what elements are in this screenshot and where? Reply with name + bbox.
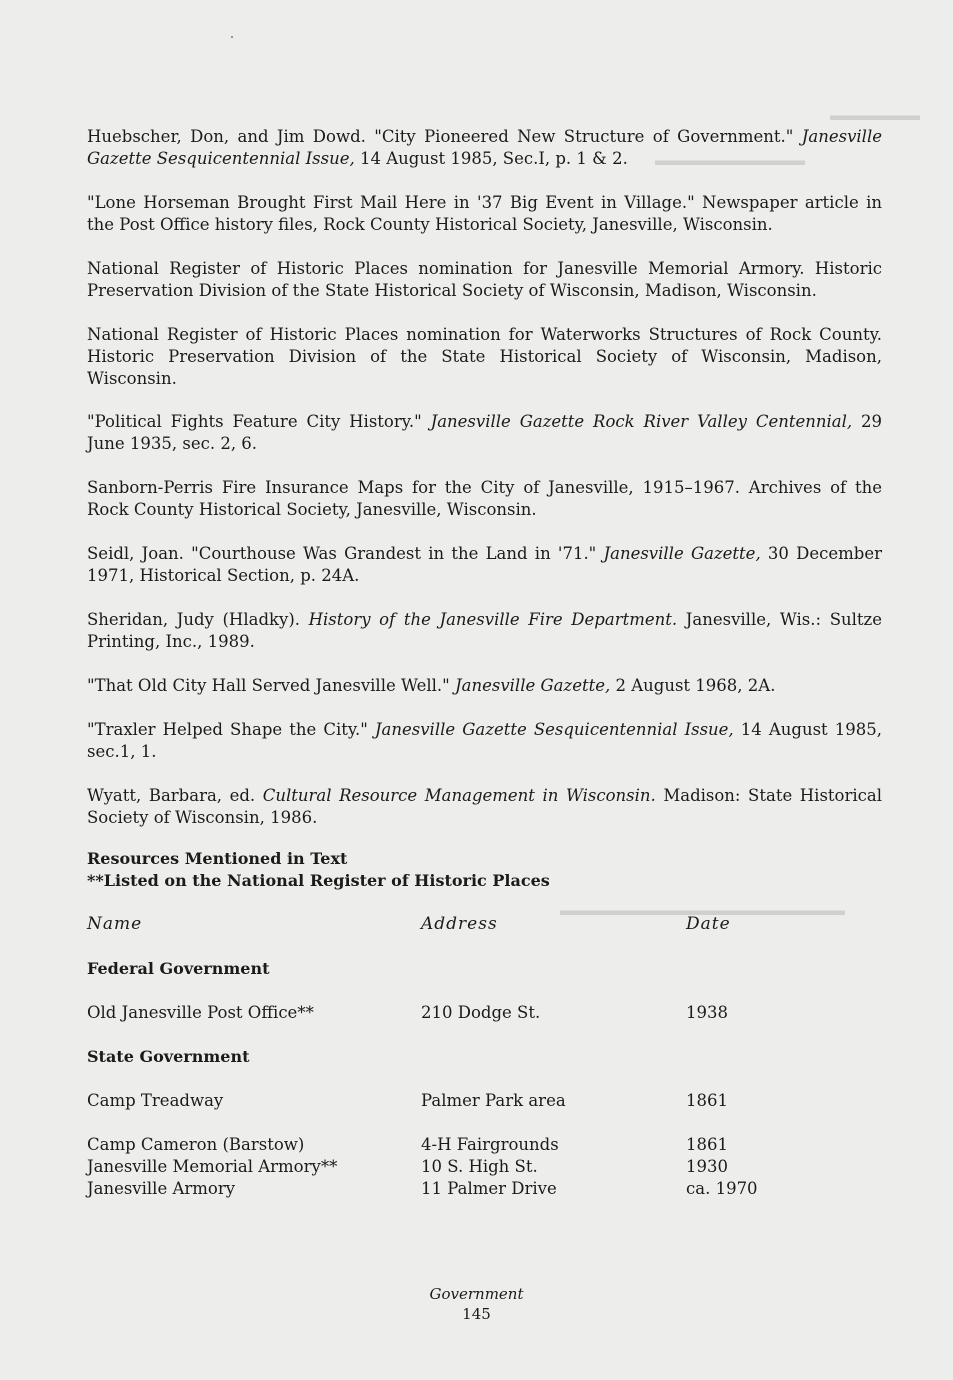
reference-text: 14 August 1985, Sec.I, p. 1 & 2. <box>354 149 628 168</box>
resource-address: 210 Dodge St. <box>421 1003 541 1022</box>
reference-text: 29 June 1935, sec. 2, 6. <box>87 412 882 453</box>
reference-text: Sheridan, Judy (Hladky). <box>87 610 309 629</box>
reference-entry <box>87 609 882 653</box>
footer-section: Government <box>429 1285 524 1303</box>
reference-entry <box>87 411 882 455</box>
reference-title: Janesville Gazette Sesquicentennial Issue, <box>374 720 734 739</box>
reference-entry <box>87 543 882 587</box>
resource-name: Janesville Armory <box>87 1179 236 1198</box>
resource-name: Camp Cameron (Barstow) <box>87 1135 305 1154</box>
reference-text: Wyatt, Barbara, ed. <box>87 786 263 805</box>
column-header-address: Address <box>421 914 498 934</box>
reference-title: Janesville Gazette Rock River Valley Centennial, <box>430 412 853 431</box>
resource-date: ca. 1970 <box>686 1179 758 1198</box>
reference-entry <box>87 324 882 390</box>
reference-title: History of the Janesville Fire Department. <box>308 610 678 629</box>
reference-title: Janesville Gazette Sesquicentennial Issue, <box>87 127 882 168</box>
reference-title: Janesville Gazette, <box>455 676 611 695</box>
resource-name: Camp Treadway <box>87 1091 224 1110</box>
reference-text: 30 December 1971, Historical Section, p. 24A. <box>87 544 882 585</box>
bleed-through-texture: ▬▬▬▬▬▬ <box>830 108 920 124</box>
page-number: 145 <box>462 1305 491 1323</box>
reference-entry <box>87 192 882 236</box>
reference-text: Huebscher, Don, and Jim Dowd. "City Pioneered New Structure of Government." <box>87 127 802 146</box>
resource-name: Old Janesville Post Office** <box>87 1003 314 1022</box>
resource-name: Janesville Memorial Armory** <box>87 1157 338 1176</box>
federal-government-heading: Federal Government <box>87 959 270 978</box>
column-header-name: Name <box>87 914 143 934</box>
reference-text: 2 August 1968, 2A. <box>610 676 776 695</box>
resource-address: 10 S. High St. <box>421 1157 538 1176</box>
reference-text: "That Old City Hall Served Janesville Well." <box>87 676 456 695</box>
reference-text: National Register of Historic Places nomination for Janesville Memorial Armory. Historic Preservation Division of the State Historical Society of Wisconsin, Madison, Wisconsin. <box>87 259 882 300</box>
resources-heading: Resources Mentioned in Text <box>87 849 348 868</box>
reference-title: Janesville Gazette, <box>603 544 761 563</box>
reference-entry <box>87 719 882 763</box>
reference-entry <box>87 126 882 170</box>
resource-date: 1861 <box>686 1135 728 1154</box>
reference-text: Madison: State Historical Society of Wisconsin, 1986. <box>87 786 882 827</box>
speck-mark <box>231 36 233 38</box>
resource-address: Palmer Park area <box>421 1091 566 1110</box>
bleed-through-texture: ▬▬▬▬▬▬▬▬▬▬ <box>655 153 805 169</box>
resource-date: 1930 <box>686 1157 728 1176</box>
reference-entry <box>87 675 882 697</box>
reference-text: National Register of Historic Places nomination for Waterworks Structures of Rock County. Historic Preservation Division of the State Historical Society of Wisconsin, Madison, Wisconsin. <box>87 325 882 388</box>
resource-date: 1938 <box>686 1003 728 1022</box>
reference-entry <box>87 258 882 302</box>
reference-text: 14 August 1985, sec.1, 1. <box>87 720 882 761</box>
reference-text: "Lone Horseman Brought First Mail Here in '37 Big Event in Village." Newspaper article in the Post Office history files, Rock County Historical Society, Janesville, Wisconsin. <box>87 193 882 234</box>
register-note-heading: **Listed on the National Register of Historic Places <box>87 871 550 890</box>
resource-date: 1861 <box>686 1091 728 1110</box>
column-header-date: Date <box>686 914 731 934</box>
bleed-through-texture: ▬▬▬▬▬▬▬▬▬▬▬▬▬▬▬▬▬▬▬ <box>560 903 845 919</box>
reference-text: Sanborn-Perris Fire Insurance Maps for the City of Janesville, 1915–1967. Archives of the Rock County Historical Society, Janesville, Wisconsin. <box>87 478 882 519</box>
reference-text: Seidl, Joan. "Courthouse Was Grandest in the Land in '71." <box>87 544 604 563</box>
reference-entry <box>87 477 882 521</box>
reference-entry <box>87 785 882 829</box>
reference-text: "Traxler Helped Shape the City." <box>87 720 375 739</box>
resource-address: 11 Palmer Drive <box>421 1179 557 1198</box>
resource-address: 4-H Fairgrounds <box>421 1135 559 1154</box>
reference-text: "Political Fights Feature City History." <box>87 412 431 431</box>
reference-text: Janesville, Wis.: Sultze Printing, Inc., 1989. <box>87 610 882 651</box>
state-government-heading: State Government <box>87 1047 250 1066</box>
reference-title: Cultural Resource Management in Wisconsin. <box>262 786 656 805</box>
